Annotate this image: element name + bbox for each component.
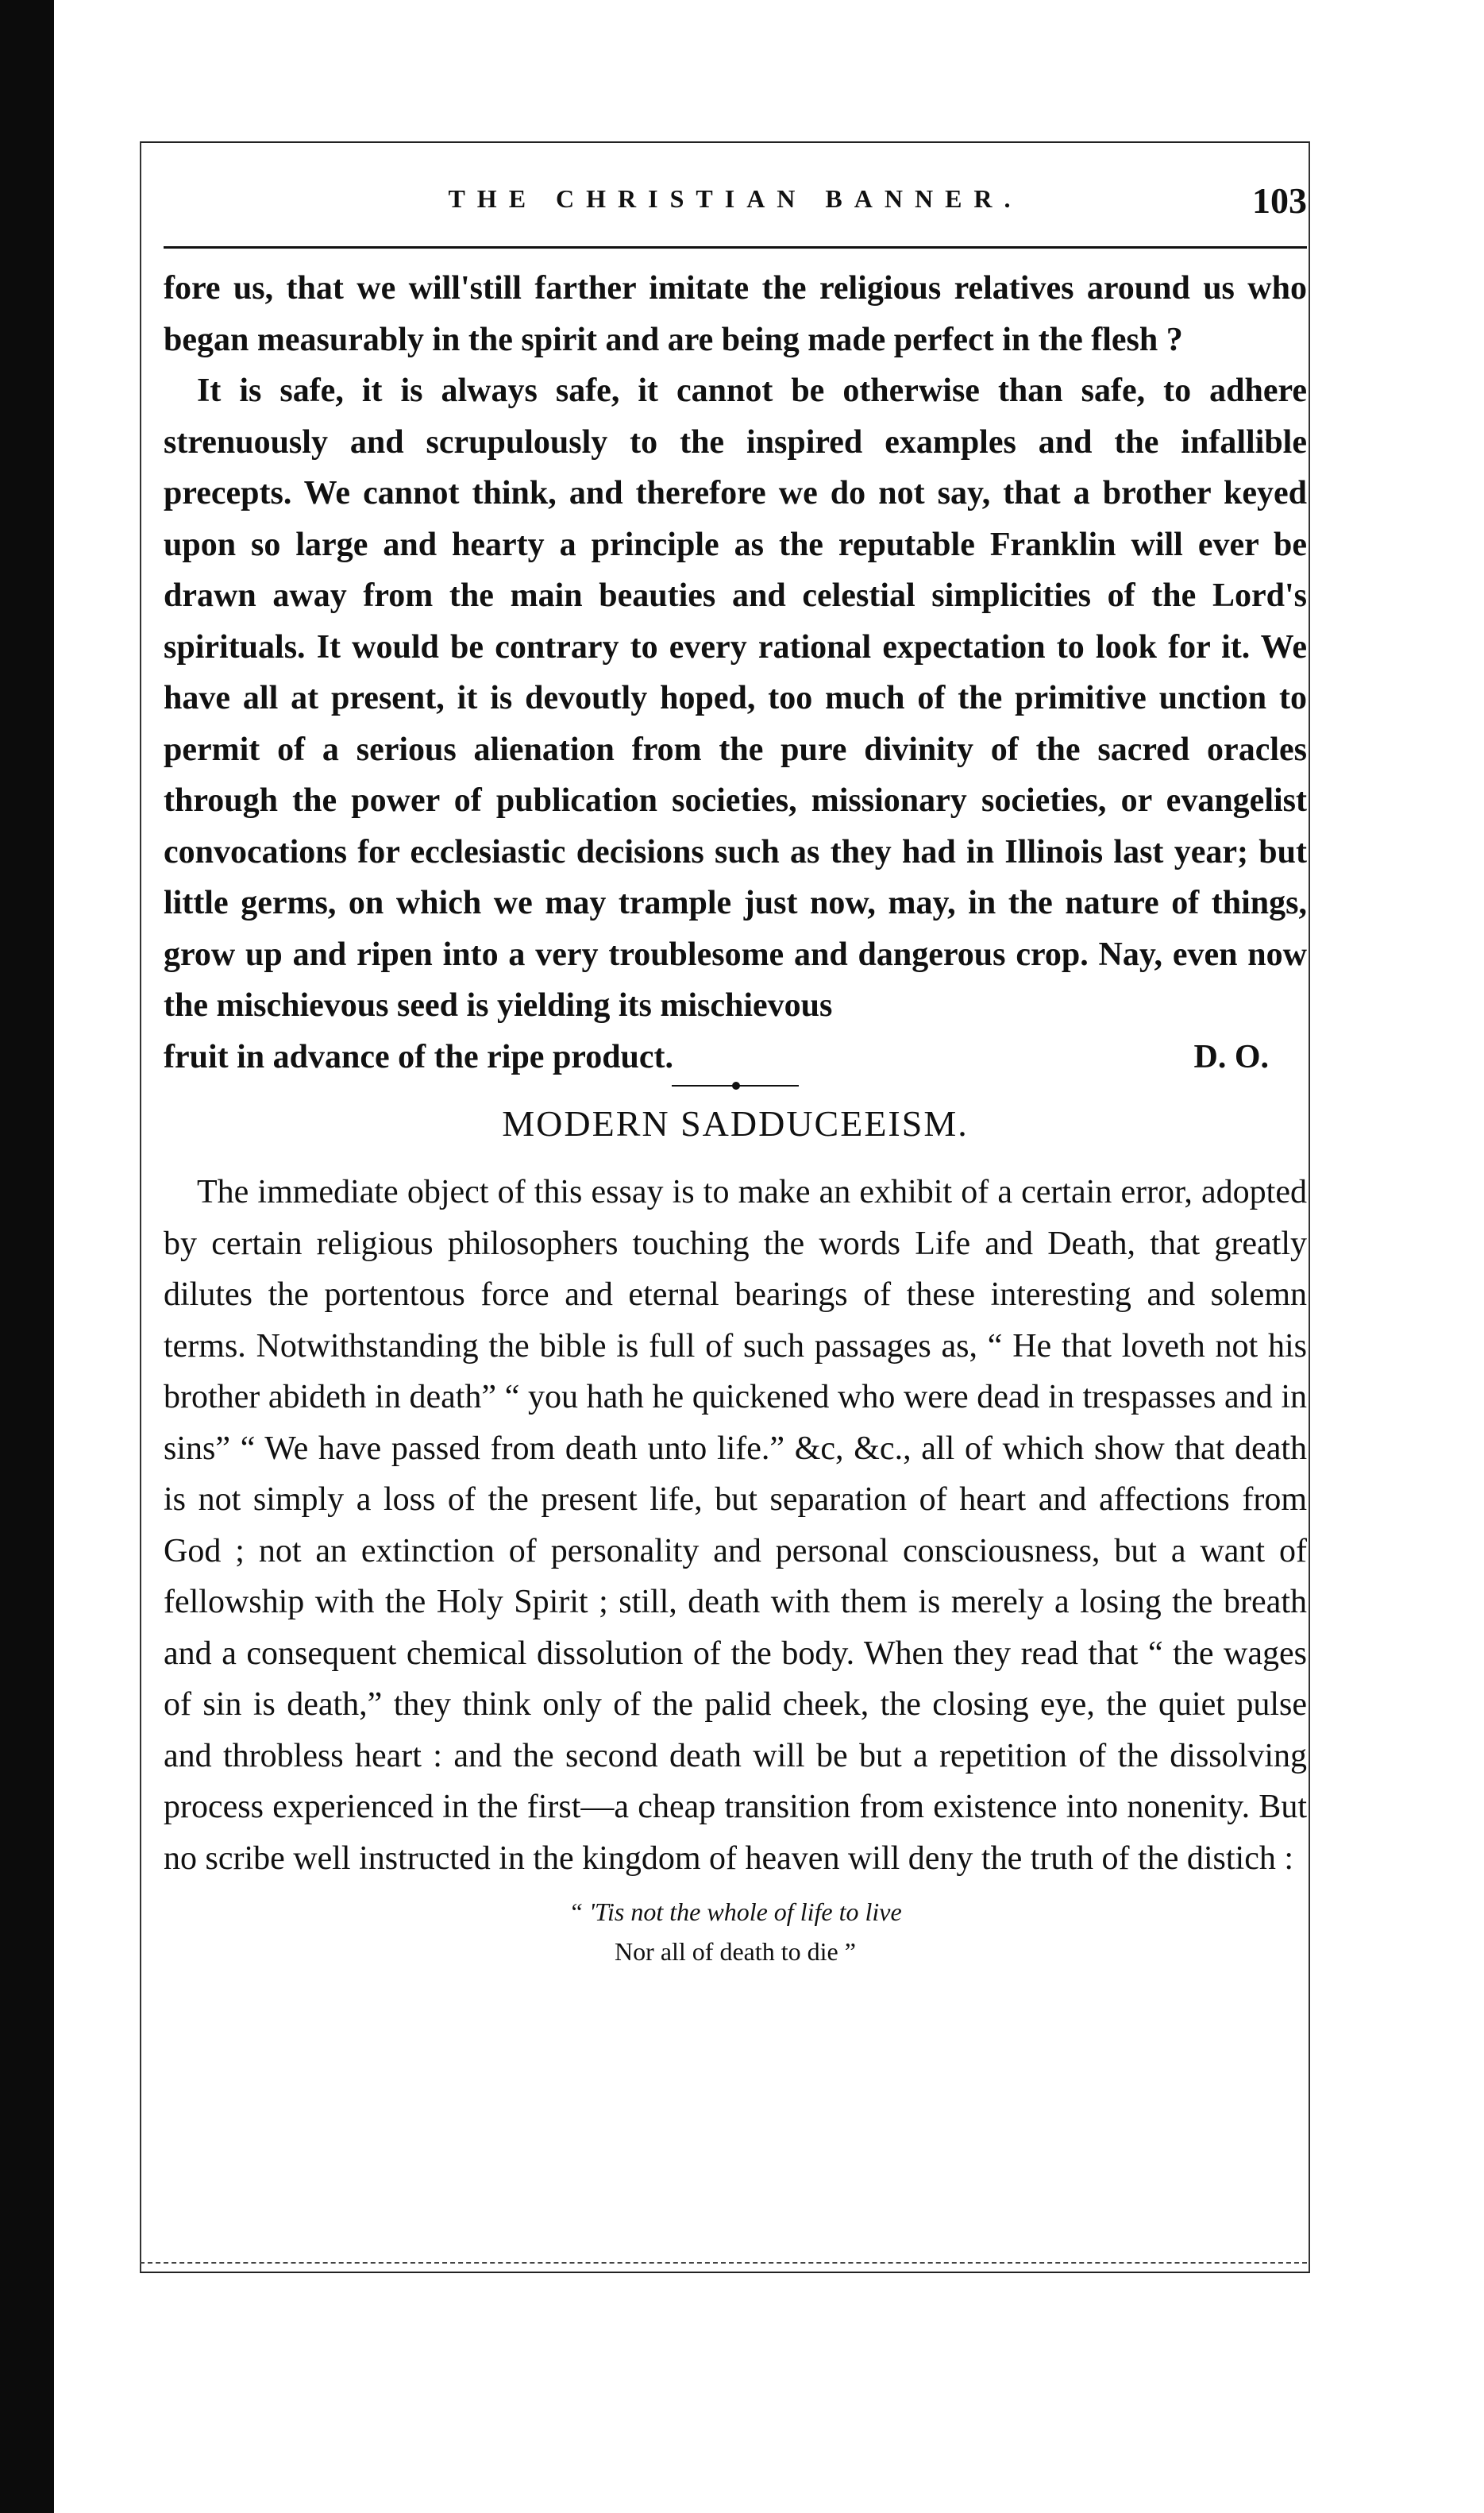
paragraph: It is safe, it is always safe, it cannot be otherwise than safe, to adhere strenuously and scrupulously to the inspired examples and the infallible precepts. We cannot think, and therefore we do not say, that a brother keyed upon so large and hearty a principle as the reputable Franklin will ever be drawn away from the main beauties and celestial simplicities of the Lord's spirituals. It would be contrary to every rational expectation to look for it. We have all at present, it is devoutly hoped, too much of the primitive unction to permit of a serious alienation from the pure divinity of the sacred oracles through the power of publication societies, missionary societies, or evangelist convocations for ecclesiastic decisions such as they had in Illinois last year; but little germs, on which we may trample just now, may, in the nature of things, grow up and ripen into a very troublesome and dangerous crop. Nay, even now the mischievous seed is yielding its mischievous [164, 373, 1307, 1024]
book-page [164, 180, 1307, 1971]
author-signature: D. O. [1193, 1038, 1269, 1075]
running-title: THE CHRISTIAN BANNER. [448, 184, 1023, 213]
paragraph: The immediate object of this essay is to make an exhibit of a certain error, adopted by certain religious philosophers touching the words Life and Death, that greatly dilutes the portentous force and eternal bearings of these interesting and solemn terms. Notwithstanding the bible is full of such passages as, “ He that loveth not his brother abideth in death” “ you hath he quickened who were dead in trespasses and in sins” “ We have passed from death unto life.” &c, &c., all of which show that death is not simply a loss of the present life, but separation of heart and affections from God ; not an extinction of personality and personal consciousness, but a want of fellowship with the Holy Spirit ; still, death with them is merely a losing the breath and a consequent chemical dissolution of the body. When they read that “ the wages of sin is death,” they think only of the palid cheek, the closing eye, the quiet pulse and throbless heart : and the second death will be but a repetition of the dissolving process experienced in the first—a cheap transition from existence into nonenity. But no scribe well instructed in the kingdom of heaven will deny the truth of the distich : [164, 1174, 1307, 1877]
book-spine-edge [0, 0, 54, 2513]
article-title: MODERN SADDUCEEISM. [502, 1103, 969, 1144]
verse-line: “ 'Tis not the whole of life to live [569, 1897, 902, 1926]
verse-quote [164, 1892, 1307, 1971]
page-header [164, 180, 1307, 227]
article-body [164, 1167, 1307, 1884]
footer-rule [140, 2262, 1307, 2264]
section-divider-ornament [672, 1083, 799, 1089]
divider-dot [732, 1082, 740, 1090]
verse-line: Nor all of death to die ” [615, 1937, 856, 1966]
header-rule [164, 246, 1307, 249]
closing-text: fruit in advance of the ripe product. [164, 1038, 674, 1075]
article-continuation [164, 263, 1307, 1083]
page-number: 103 [1252, 180, 1307, 221]
closing-line [164, 1032, 1307, 1083]
paragraph: fore us, that we will'still farther imitate the religious relatives around us who began measurably in the spirit and are being made perfect in the flesh ? [164, 270, 1307, 358]
